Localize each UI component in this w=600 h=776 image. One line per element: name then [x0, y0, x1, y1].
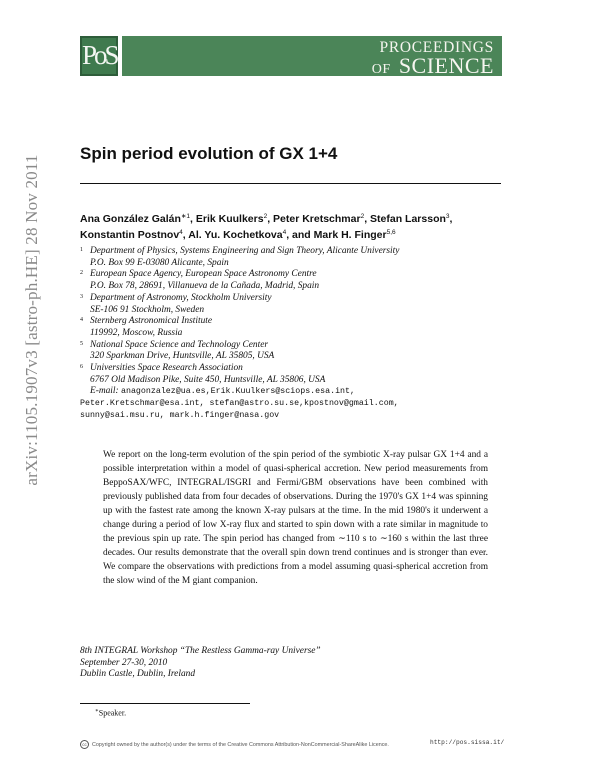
email-line[interactable]: anagonzalez@ua.es,Erik.Kuulkers@sciops.esa.int,: [120, 387, 355, 397]
header-of: OF: [371, 62, 391, 77]
affiliation-number: 3: [80, 293, 83, 300]
author-name: Peter Kretschmar: [273, 213, 361, 225]
affiliation: [80, 246, 510, 269]
author-affil-mark: 5,6: [386, 229, 396, 236]
affiliation: [80, 363, 510, 398]
email-line[interactable]: sunny@sai.msu.ru, mark.h.finger@nasa.gov: [80, 410, 280, 420]
abstract: We report on the long-term evolution of the spin period of the symbiotic X-ray pulsar GX 1+4 and a possible interpretation within a model of quasi-spherical accretion. New period measurements from BeppoSAX/WFC, INTEGRAL/ISGRI and Fermi/GBM observations have been combined with previously published data from four decades of observations. During the 1970's GX 1+4 was spinning up with the fastest rate among the known X-ray pulsars at the time. In the mid 1980's it underwent a change during a period of low X-ray flux and started to spin down with a rate similar in magnitude to the previous spin up rate. The spin period has changed from ∼110 s to ∼160 s within the last three decades. Our results demonstrate that the overall spin down trend continues and is stronger than ever. We compare the observations with predictions from a model assuming quasi-spherical accretion from the slow wind of the M giant companion.: [103, 450, 488, 586]
affiliation-line: Department of Physics, Systems Engineering and Sign Theory, Alicante University: [90, 246, 400, 256]
affiliation-line: SE-106 91 Stockholm, Sweden: [90, 304, 205, 315]
affiliation: [80, 316, 510, 339]
footnote-mark: ∗: [95, 708, 99, 714]
affiliation-number: 6: [80, 364, 83, 371]
conference-name: 8th INTEGRAL Workshop “The Restless Gamma-ray Universe”: [80, 646, 321, 656]
header-proceedings: PROCEEDINGS: [379, 39, 494, 56]
affiliation-line: Department of Astronomy, Stockholm University: [90, 292, 272, 303]
author-name: Al. Yu. Kochetkova: [188, 229, 283, 241]
conference-venue: Dublin Castle, Dublin, Ireland: [80, 669, 196, 679]
arxiv-sidebar: [2, 90, 62, 550]
creative-commons-icon: cc: [80, 740, 89, 749]
header-science: SCIENCE: [398, 53, 494, 78]
email-line[interactable]: Peter.Kretschmar@esa.int, stefan@astro.su.se,kpostnov@gmail.com,: [80, 399, 399, 409]
affiliation-line: P.O. Box 99 E-03080 Alicante, Spain: [90, 257, 229, 268]
affiliation-line: P.O. Box 78, 28691, Villanueva de la Cañada, Madrid, Spain: [90, 281, 320, 292]
license-text: Copyright owned by the author(s) under the terms of the Creative Commons Attribution-NonCommercial-ShareAlike Licence.: [92, 741, 389, 748]
affiliation: [80, 340, 510, 363]
author-affil-mark: 4: [282, 229, 287, 236]
conference-info: [80, 646, 380, 681]
paper-title: Spin period evolution of GX 1+4: [80, 144, 338, 163]
footnote-text: Speaker.: [98, 708, 127, 718]
author-name: Stefan Larsson: [370, 213, 446, 225]
affiliation-line: 119992, Moscow, Russia: [90, 327, 183, 338]
email-block: [90, 386, 510, 398]
email-label: E-mail:: [90, 386, 119, 397]
header-of-science: [372, 53, 494, 79]
arxiv-identifier: arXiv:1105.1907v3 [astro-ph.HE] 28 Nov 2011: [22, 154, 41, 486]
author-name: Ana González Galán: [80, 213, 181, 225]
journal-header: [122, 36, 502, 76]
footnote: [95, 708, 126, 718]
author-affil-mark: 2: [360, 213, 365, 220]
title-rule: [80, 183, 501, 184]
affiliation-number: 4: [80, 317, 83, 324]
affiliation-line: European Space Agency, European Space Astronomy Centre: [90, 269, 317, 280]
affiliation: [80, 269, 510, 292]
affiliation-number: 5: [80, 340, 83, 347]
affiliation-list: [80, 246, 510, 422]
pos-url-link[interactable]: http://pos.sissa.it/: [430, 739, 505, 746]
affiliation-number: 2: [80, 270, 83, 277]
affiliation-line: 320 Sparkman Drive, Huntsville, AL 35805, USA: [90, 351, 275, 362]
affiliation-number: 1: [80, 247, 83, 253]
conference-dates: September 27-30, 2010: [80, 657, 168, 668]
affiliation-line: 6767 Old Madison Pike, Suite 450, Huntsville, AL 35806, USA: [90, 374, 326, 385]
affiliation-line: National Space Science and Technology Center: [90, 339, 269, 350]
author-affil-mark: ∗1: [180, 213, 191, 220]
author-affil-mark: 3: [445, 213, 450, 220]
author-list: Ana González Galán$^{∗1}$, Erik Kuulkers$^2$, Peter Kretschmar$^2$, Stefan Larsson$^3$, Konstantin Postnov$^4$, Al. Yu. Kochetkova$^4$, and Mark H. Finger$^{5,6}$: [80, 213, 453, 241]
license-notice: [80, 740, 389, 749]
pos-logo-icon: PoS: [80, 36, 118, 76]
footnote-rule: [80, 703, 250, 704]
author-affil-mark: 4: [179, 229, 183, 236]
affiliation-line: Sternberg Astronomical Institute: [90, 316, 213, 327]
author-name: Konstantin Postnov: [80, 229, 180, 241]
author-name: Mark H. Finger: [313, 229, 387, 241]
affiliation-line: Universities Space Research Association: [90, 363, 243, 374]
author-name: Erik Kuulkers: [195, 213, 264, 225]
affiliation: [80, 293, 510, 316]
author-affil-mark: 2: [263, 213, 268, 220]
